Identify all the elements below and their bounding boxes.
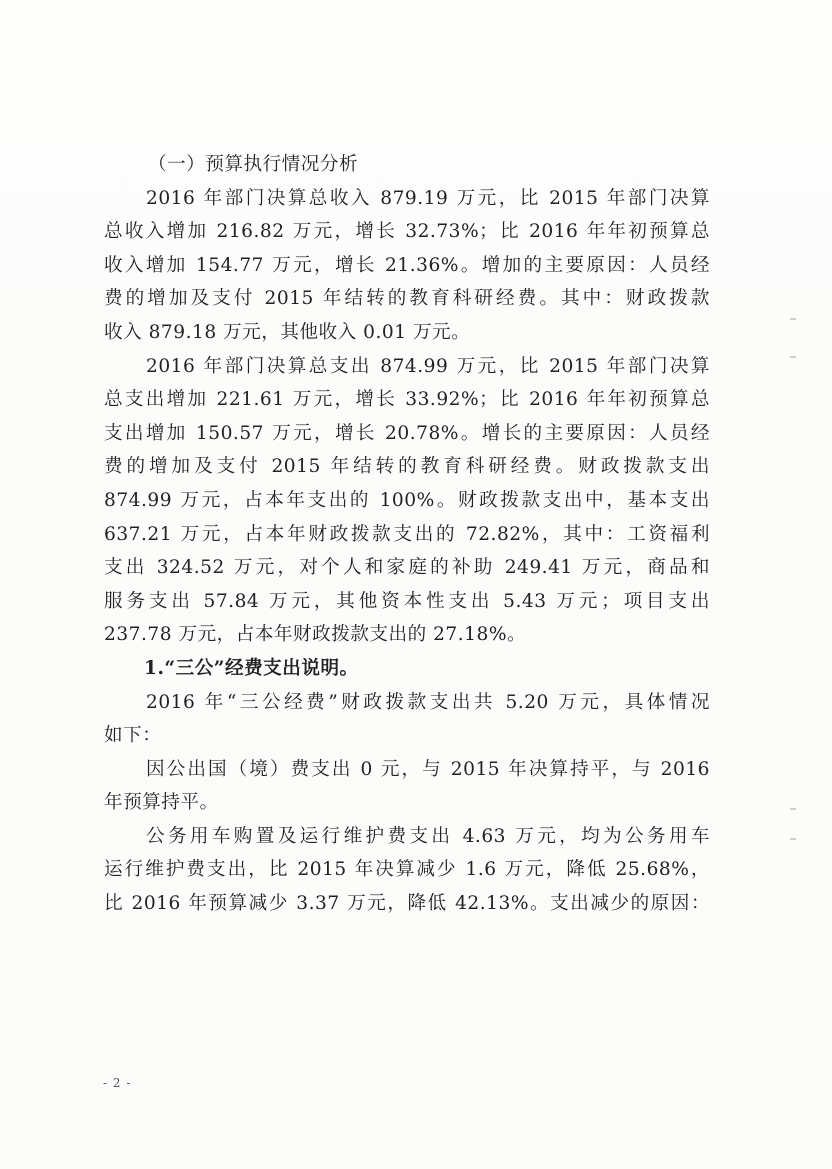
paragraph-line: 2016 年部门决算总收入 879.19 万元，比 2015 年部门决算 [146, 187, 710, 209]
paragraph-line: 支出增加 150.57 万元，增长 20.78%。增长的主要原因：人员经 [104, 422, 710, 444]
scan-mark [790, 356, 796, 358]
paragraph-line: 收入 879.18 万元，其他收入 0.01 万元。 [104, 321, 471, 343]
scan-mark [790, 318, 796, 320]
paragraph-line: 如下： [104, 725, 162, 747]
page-number: - 2 - [103, 1076, 132, 1090]
paragraph-line: 比 2016 年预算减少 3.37 万元，降低 42.13%。支出减少的原因： [104, 893, 710, 915]
paragraph-line: 637.21 万元，占本年财政拨款支出的 72.82%，其中：工资福利 [104, 523, 710, 545]
paragraph-line: 费的增加及支付 2015 年结转的教育科研经费。其中：财政拨款 [104, 288, 710, 310]
scan-mark [790, 808, 796, 810]
paragraph-line: 2016 年“三公经费”财政拨款支出共 5.20 万元，具体情况 [146, 691, 710, 713]
paragraph-line: 2016 年部门决算总支出 874.99 万元，比 2015 年部门决算 [146, 355, 710, 377]
paragraph-line: 运行维护费支出，比 2015 年决算减少 1.6 万元，降低 25.68%， [104, 859, 710, 881]
paragraph-line: 年预算持平。 [104, 792, 219, 814]
paragraph-line: 公务用车购置及运行维护费支出 4.63 万元，均为公务用车 [146, 825, 710, 847]
paragraph-line: 237.78 万元，占本年财政拨款支出的 27.18%。 [104, 624, 527, 646]
subsection-heading-sangong: 1.“三公”经费支出说明。 [144, 657, 359, 679]
document-body [104, 148, 710, 921]
section-heading-budget-analysis: （一）预算执行情况分析 [148, 154, 359, 175]
paragraph-line: 收入增加 154.77 万元，增长 21.36%。增加的主要原因：人员经 [104, 254, 710, 276]
paragraph-line: 服务支出 57.84 万元，其他资本性支出 5.43 万元；项目支出 [104, 590, 710, 612]
paragraph-line: 支出 324.52 万元，对个人和家庭的补助 249.41 万元，商品和 [104, 557, 710, 579]
scan-mark [790, 838, 796, 840]
paragraph-line: 总支出增加 221.61 万元，增长 33.92%；比 2016 年年初预算总 [104, 389, 710, 411]
paragraph-line: 874.99 万元，占本年支出的 100%。财政拨款支出中，基本支出 [104, 489, 710, 511]
paragraph-line: 因公出国（境）费支出 0 元，与 2015 年决算持平，与 2016 [146, 758, 710, 780]
paragraph-line: 总收入增加 216.82 万元，增长 32.73%；比 2016 年年初预算总 [104, 221, 710, 243]
paragraph-line: 费的增加及支付 2015 年结转的教育科研经费。财政拨款支出 [104, 456, 710, 478]
